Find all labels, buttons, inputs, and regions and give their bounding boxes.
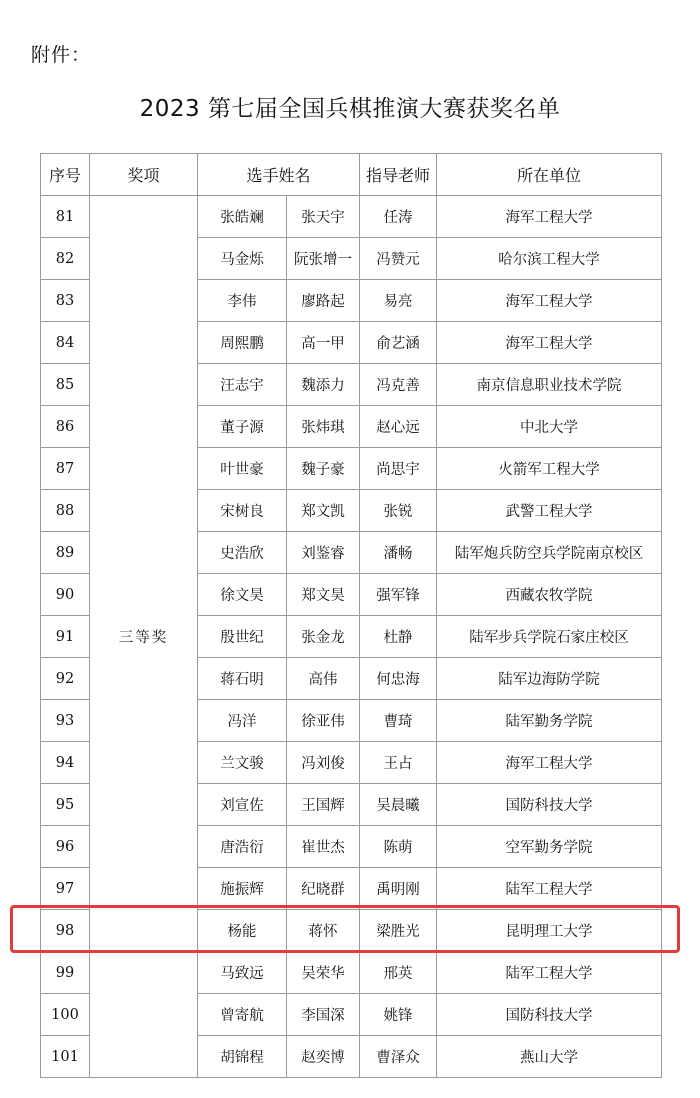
player1-cell: 蒋石明 [198, 658, 287, 700]
advisor-cell: 张锐 [360, 490, 437, 532]
advisor-cell: 杜静 [360, 616, 437, 658]
page-title: 2023 第七届全国兵棋推演大赛获奖名单 [139, 96, 561, 122]
player2-cell: 赵奕博 [287, 1036, 360, 1078]
seq-cell: 89 [41, 532, 90, 574]
seq-cell: 95 [41, 784, 90, 826]
player1-cell: 张皓斓 [198, 196, 287, 238]
advisor-cell: 何忠海 [360, 658, 437, 700]
advisor-cell: 姚锋 [360, 994, 437, 1036]
unit-cell: 陆军边海防学院 [437, 658, 662, 700]
player2-cell: 冯刘俊 [287, 742, 360, 784]
advisor-cell: 邢英 [360, 952, 437, 994]
advisor-cell: 冯赞元 [360, 238, 437, 280]
advisor-cell: 易亮 [360, 280, 437, 322]
player2-cell: 魏添力 [287, 364, 360, 406]
advisor-cell: 王占 [360, 742, 437, 784]
player1-cell: 曾寄航 [198, 994, 287, 1036]
player1-cell: 唐浩衍 [198, 826, 287, 868]
player1-cell: 马致远 [198, 952, 287, 994]
unit-cell: 海军工程大学 [437, 322, 662, 364]
seq-cell: 97 [41, 868, 90, 910]
advisor-cell: 梁胜光 [360, 910, 437, 952]
seq-cell: 88 [41, 490, 90, 532]
player1-cell: 殷世纪 [198, 616, 287, 658]
table-body [41, 196, 662, 1078]
unit-cell: 陆军工程大学 [437, 868, 662, 910]
player1-cell: 李伟 [198, 280, 287, 322]
player2-cell: 高伟 [287, 658, 360, 700]
player1-cell: 冯洋 [198, 700, 287, 742]
header-award: 奖项 [90, 154, 198, 196]
seq-cell: 91 [41, 616, 90, 658]
player1-cell: 杨能 [198, 910, 287, 952]
unit-cell: 南京信息职业技术学院 [437, 364, 662, 406]
advisor-cell: 禹明刚 [360, 868, 437, 910]
player2-cell: 魏子豪 [287, 448, 360, 490]
unit-cell: 陆军步兵学院石家庄校区 [437, 616, 662, 658]
seq-cell: 84 [41, 322, 90, 364]
advisor-cell: 曹泽众 [360, 1036, 437, 1078]
player1-cell: 施振辉 [198, 868, 287, 910]
player2-cell: 高一甲 [287, 322, 360, 364]
unit-cell: 空军勤务学院 [437, 826, 662, 868]
award-table [40, 153, 662, 1078]
seq-cell: 81 [41, 196, 90, 238]
unit-cell: 中北大学 [437, 406, 662, 448]
unit-cell: 西藏农牧学院 [437, 574, 662, 616]
header-players: 选手姓名 [198, 154, 360, 196]
player1-cell: 胡锦程 [198, 1036, 287, 1078]
advisor-cell: 尚思宇 [360, 448, 437, 490]
seq-cell: 86 [41, 406, 90, 448]
advisor-cell: 冯克善 [360, 364, 437, 406]
unit-cell: 陆军勤务学院 [437, 700, 662, 742]
player2-cell: 蒋怀 [287, 910, 360, 952]
advisor-cell: 陈萌 [360, 826, 437, 868]
player1-cell: 兰文骏 [198, 742, 287, 784]
unit-cell: 昆明理工大学 [437, 910, 662, 952]
player2-cell: 李国深 [287, 994, 360, 1036]
player2-cell: 郑文昊 [287, 574, 360, 616]
unit-cell: 武警工程大学 [437, 490, 662, 532]
advisor-cell: 曹琦 [360, 700, 437, 742]
seq-cell: 85 [41, 364, 90, 406]
seq-cell: 93 [41, 700, 90, 742]
player2-cell: 王国辉 [287, 784, 360, 826]
player2-cell: 徐亚伟 [287, 700, 360, 742]
player1-cell: 徐文昊 [198, 574, 287, 616]
player2-cell: 崔世杰 [287, 826, 360, 868]
player2-cell: 张天宇 [287, 196, 360, 238]
award-cell: 三等奖 [90, 196, 198, 1078]
header-unit: 所在单位 [437, 154, 662, 196]
advisor-cell: 吴晨曦 [360, 784, 437, 826]
table-row [41, 196, 662, 238]
seq-cell: 96 [41, 826, 90, 868]
unit-cell: 海军工程大学 [437, 742, 662, 784]
player2-cell: 张金龙 [287, 616, 360, 658]
player1-cell: 董子源 [198, 406, 287, 448]
unit-cell: 燕山大学 [437, 1036, 662, 1078]
unit-cell: 海军工程大学 [437, 196, 662, 238]
player1-cell: 宋树良 [198, 490, 287, 532]
header-seq: 序号 [41, 154, 90, 196]
seq-cell: 99 [41, 952, 90, 994]
unit-cell: 哈尔滨工程大学 [437, 238, 662, 280]
unit-cell: 国防科技大学 [437, 784, 662, 826]
seq-cell: 87 [41, 448, 90, 490]
seq-cell: 92 [41, 658, 90, 700]
seq-cell: 98 [41, 910, 90, 952]
unit-cell: 海军工程大学 [437, 280, 662, 322]
seq-cell: 90 [41, 574, 90, 616]
advisor-cell: 强军锋 [360, 574, 437, 616]
seq-cell: 83 [41, 280, 90, 322]
unit-cell: 火箭军工程大学 [437, 448, 662, 490]
advisor-cell: 潘畅 [360, 532, 437, 574]
player2-cell: 郑文凯 [287, 490, 360, 532]
seq-cell: 100 [41, 994, 90, 1036]
seq-cell: 82 [41, 238, 90, 280]
advisor-cell: 俞艺涵 [360, 322, 437, 364]
advisor-cell: 任涛 [360, 196, 437, 238]
player1-cell: 周熙鹏 [198, 322, 287, 364]
seq-cell: 101 [41, 1036, 90, 1078]
player1-cell: 叶世豪 [198, 448, 287, 490]
advisor-cell: 赵心远 [360, 406, 437, 448]
player1-cell: 史浩欣 [198, 532, 287, 574]
player2-cell: 张炜琪 [287, 406, 360, 448]
unit-cell: 陆军炮兵防空兵学院南京校区 [437, 532, 662, 574]
player2-cell: 刘鉴睿 [287, 532, 360, 574]
unit-cell: 国防科技大学 [437, 994, 662, 1036]
table-header-row [41, 154, 662, 196]
player2-cell: 廖路起 [287, 280, 360, 322]
player2-cell: 吴荣华 [287, 952, 360, 994]
seq-cell: 94 [41, 742, 90, 784]
unit-cell: 陆军工程大学 [437, 952, 662, 994]
attachment-label: 附件： [31, 44, 92, 66]
player2-cell: 纪晓群 [287, 868, 360, 910]
player2-cell: 阮张增一 [287, 238, 360, 280]
player1-cell: 刘宣佐 [198, 784, 287, 826]
player1-cell: 汪志宇 [198, 364, 287, 406]
header-advisor: 指导老师 [360, 154, 437, 196]
player1-cell: 马金烁 [198, 238, 287, 280]
